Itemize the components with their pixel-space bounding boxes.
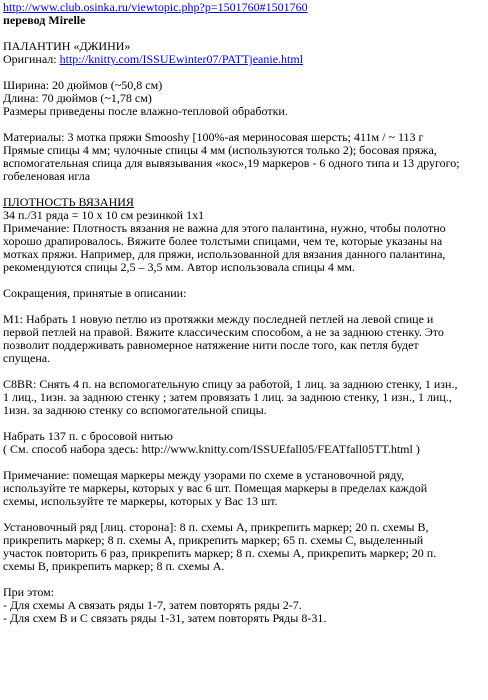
materials-line: Прямые спицы 4 мм; чулочные спицы 4 мм (используются только 2); босовая пряжа,: [3, 143, 437, 157]
markers-note-line: схемы, используйте те маркеры, которых у Вас 13 шт.: [3, 494, 278, 508]
setup-row-line: прикрепить маркер; 8 п. схемы A, прикрепить маркер; 65 п. схемы C, выделенный: [3, 533, 424, 547]
translator-credit: перевод Mirelle: [3, 13, 86, 27]
c8br-line: C8BR: Снять 4 п. на вспомогательную спицу за работой, 1 лиц. за заднюю стенку, 1 изн.,: [3, 377, 458, 391]
gauge-note-line: Примечание: Плотность вязания не важна для этого палантина, нужно, чтобы полотно: [3, 221, 446, 235]
setup-row-line: Установочный ряд [лиц. сторона]: 8 п. схемы A, прикрепить маркер; 20 п. схемы B,: [3, 520, 429, 534]
c8br-line: 1изн. за заднюю стенку со вспомогательной спицы.: [3, 403, 267, 417]
materials-line: вспомогательная спица для вывязывания «кос»,19 маркеров - 6 одного типа и 13 другого;: [3, 156, 460, 170]
setup-row-line: схемы B, прикрепить маркер; 8 п. схемы A.: [3, 559, 225, 573]
source-link[interactable]: http://www.club.osinka.ru/viewtopic.php?p=1501760#1501760: [3, 0, 308, 14]
cast-on-line: Набрать 137 п. с бросовой нитью: [3, 429, 173, 443]
gauge-note-line: хорошо драпировалось. Вяжите более толстыми спицами, чем те, которые указаны на: [3, 234, 443, 248]
original-link[interactable]: http://knitty.com/ISSUEwinter07/PATTjeanie.html: [59, 52, 304, 66]
gauge-heading: ПЛОТНОСТЬ ВЯЗАНИЯ: [3, 195, 134, 209]
cast-on-line: ( См. способ набора здесь: http://www.knitty.com/ISSUEfall05/FEATfall05TT.html ): [3, 442, 420, 456]
original-line: [3, 53, 485, 66]
m1-line: M1: Набрать 1 новую петлю из протяжки между последней петлей на левой спице и: [3, 312, 434, 326]
pattern-title: ПАЛАНТИН «ДЖИНИ»: [3, 39, 131, 53]
gauge-note-line: мотках пряжи. Например, для пряжи, использованной для вязания данного палантина,: [3, 247, 446, 261]
m1-line: позволит поддерживать равномерное натяжение нити после того, как петля будет: [3, 338, 419, 352]
m1-line: спущена.: [3, 351, 51, 365]
size-note: Размеры приведены после влажно-тепловой обработки.: [3, 104, 288, 118]
c8br-line: 1 лиц., 1изн. за заднюю стенку ; затем провязать 1 лиц. за заднюю стенку, 1 изн., 1 лиц.,: [3, 390, 452, 404]
size-length: Длина: 70 дюймов (~1,78 см): [3, 91, 152, 105]
gauge-value: 34 п./31 ряда = 10 x 10 см резинкой 1x1: [3, 208, 205, 222]
repeat-line: - Для схем B и C связать ряды 1-31, затем повторять Ряды 8-31.: [3, 611, 327, 625]
original-label: Оригинал:: [3, 52, 60, 66]
gauge-note-line: рекомендуются спицы 2,5 – 3,5 мм. Автор использовала спицы 4 мм.: [3, 260, 356, 274]
size-width: Ширина: 20 дюймов (~50,8 см): [3, 78, 163, 92]
markers-note-line: используйте те маркеры, которых у вас 6 шт. Помещая маркеры в пределах каждой: [3, 481, 428, 495]
setup-row-line: участок повторить 6 раз, прикрепить маркер; 8 п. схемы A, прикрепить маркер; 20 п.: [3, 546, 437, 560]
repeat-line: - Для схемы A связать ряды 1-7, затем повторять ряды 2-7.: [3, 598, 302, 612]
repeat-intro: При этом:: [3, 585, 55, 599]
markers-note-line: Примечание: помещая маркеры между узорами по схеме в установочной ряду,: [3, 468, 405, 482]
materials-line: гобеленовая игла: [3, 169, 91, 183]
abbreviations-heading: Сокращения, принятые в описании:: [3, 286, 187, 300]
m1-line: первой петлей на правой. Вяжите классическим способом, а не за заднюю стенку. Это: [3, 325, 444, 339]
materials-line: Материалы: 3 мотка пряжи Smooshy [100%-ая мериносовая шерсть; 411м / ~ 113 г: [3, 130, 424, 144]
